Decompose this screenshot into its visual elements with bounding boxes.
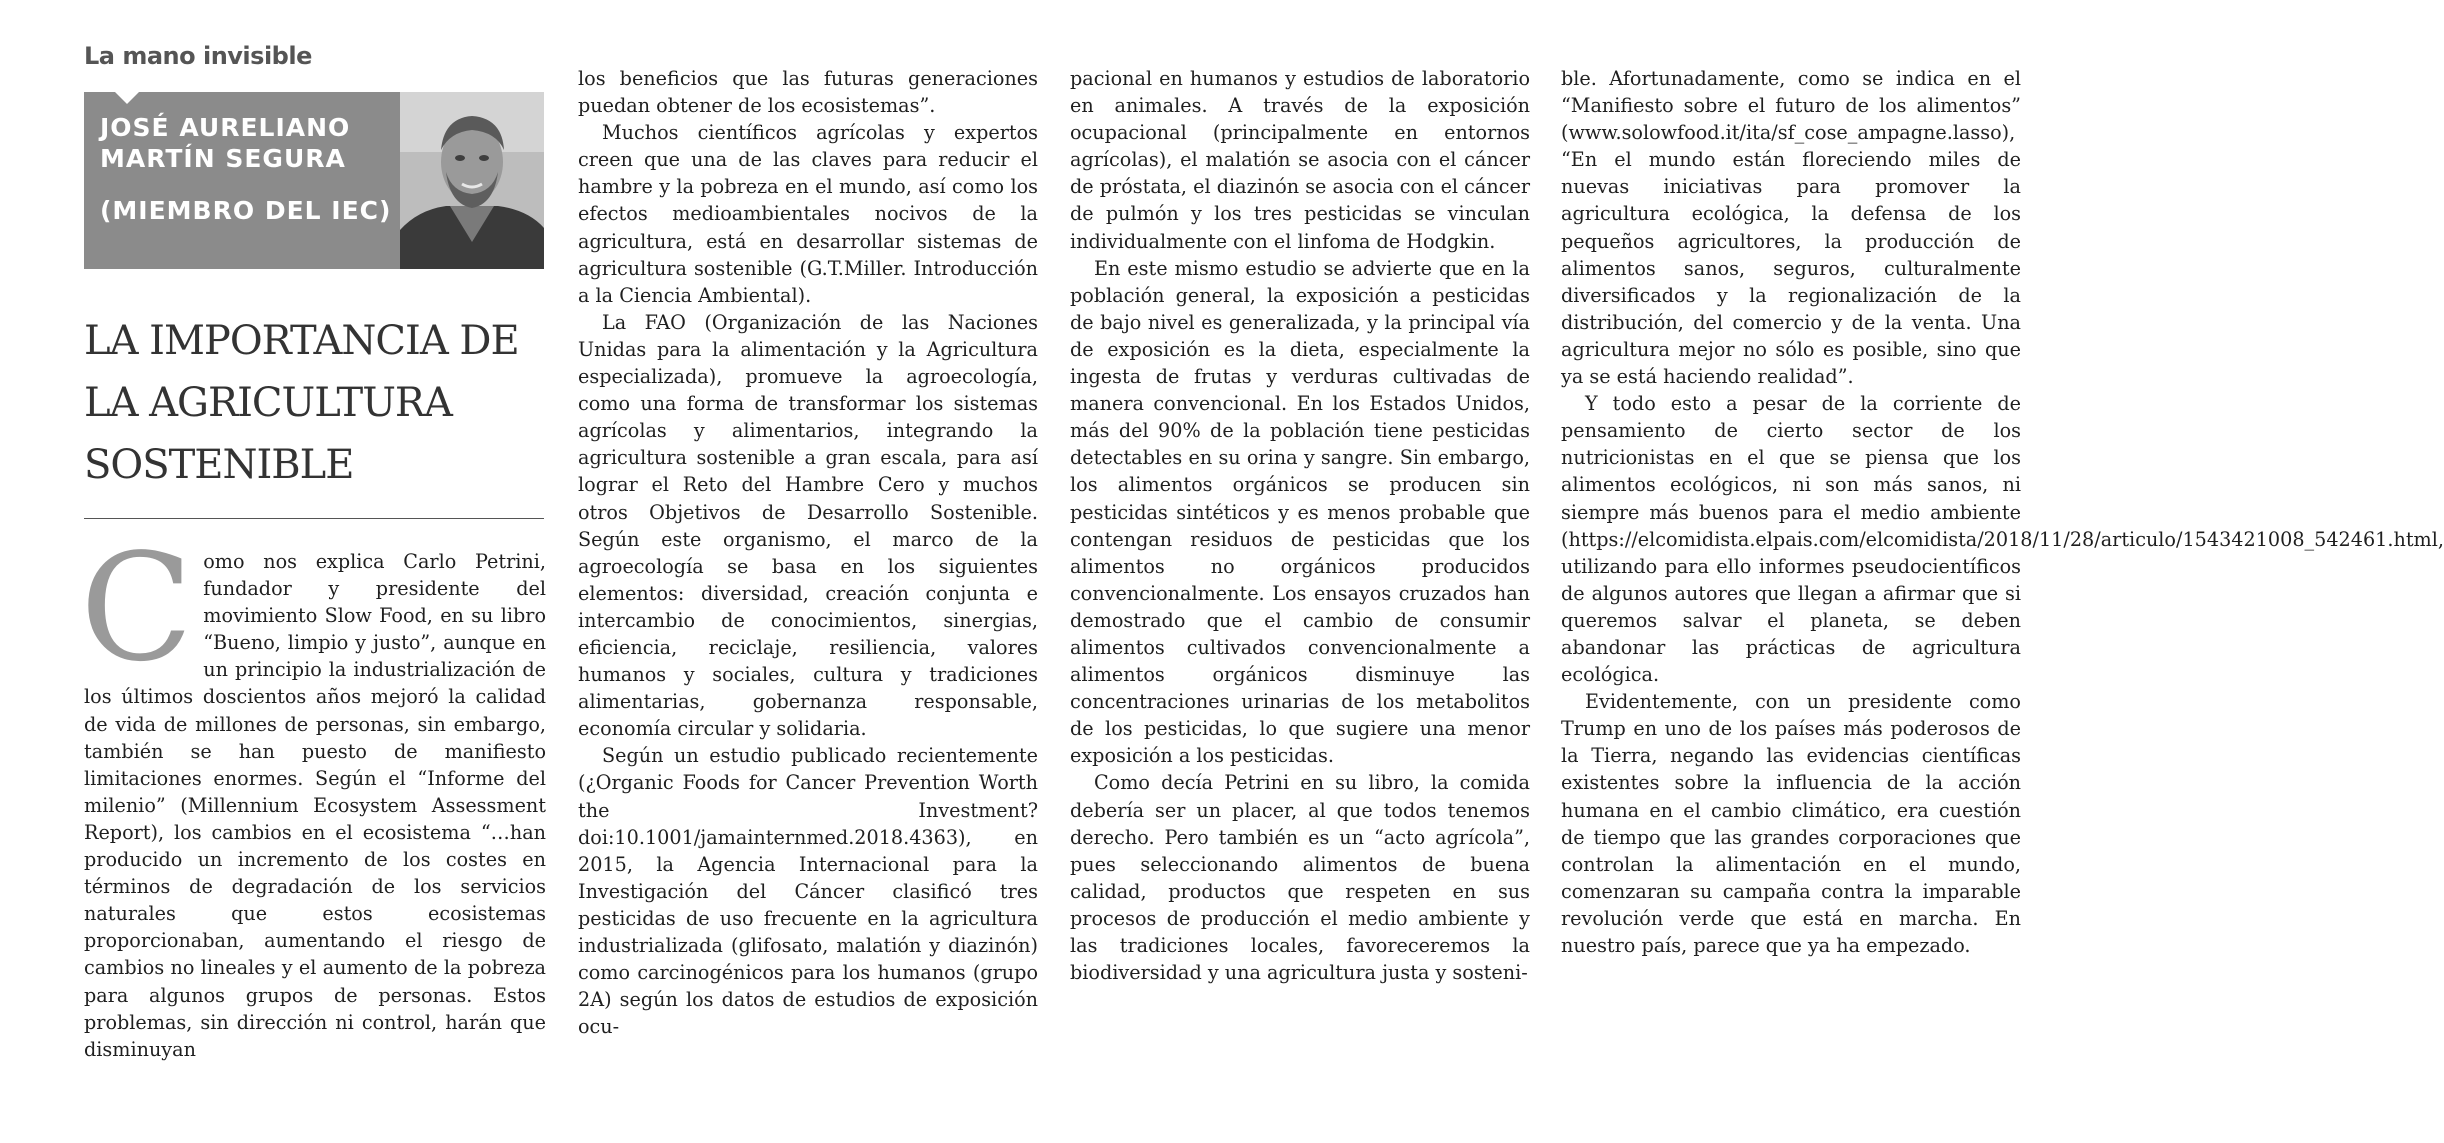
headline [84, 310, 554, 496]
article-paragraph: pacional en humanos y estudios de laboratorio en animales. A través de la exposición ocupacional (principalmente en entornos agrícolas), el malatión se asocia con el cáncer de próstata, el diazinón se asocia con el cáncer de pulmón y los tres pesticidas se vinculan individualmente con el linfoma de Hodgkin. [1070, 67, 1530, 253]
section-label: La mano invisible [84, 42, 312, 70]
author-portrait [400, 92, 544, 269]
article-paragraph-text: omo nos explica Carlo Petrini, fundador y presidente del movimiento Slow Food, en su libro “Bueno, limpio y justo”, aunque en un principio la industrialización de los últimos doscientos años mejoró la calidad de vida de millones de personas, sin embargo, también se han puesto de manifiesto limitaciones enormes. Según el “Informe del milenio” (Millennium Ecosystem Assessment Report), los cambios en el ecosistema “…han producido un incremento de los costes en términos de degradación de los servicios naturales que estos ecosistemas proporcionaban, aumentando el riesgo de cambios no lineales y el aumento de la pobreza para algunos grupos de personas. Estos problemas, sin dirección ni control, harán que disminuyan [84, 550, 546, 1061]
article-column-3 [1070, 65, 1530, 986]
headline-divider [84, 518, 544, 519]
article-column-4 [1561, 65, 2444, 959]
author-name: JOSÉ AURELIANO MARTÍN SEGURA [100, 113, 351, 173]
headline-line: LA AGRICULTURA [84, 380, 452, 426]
author-role: (MIEMBRO DEL IEC) [100, 196, 392, 225]
author-box [84, 92, 544, 269]
article-paragraph: Según un estudio publicado recientemente (¿Organic Foods for Cancer Prevention Worth the Investment? doi:10.1001/jamainternmed.2018.4363), en 2015, la Agencia Internacional para la Investigación del Cáncer clasificó tres pesticidas de uso frecuente en la agricultura industrializada (glifosato, malatión y diazinón) como carcinogénicos para los humanos (grupo 2A) según los datos de estudios de exposición ocu- [578, 744, 1038, 1039]
headline-line: LA IMPORTANCIA DE [84, 318, 519, 364]
article-column-2 [578, 65, 1038, 1040]
article-column-1 [80, 522, 546, 1063]
article-paragraph: La FAO (Organización de las Naciones Unidas para la alimentación y la Agricultura especializada), promueve la agroecología, como una forma de transformar los sistemas agrícolas y alimentarios, integrando la agricultura sostenible a gran escala, para así lograr el Reto del Hambre Cero y muchos otros Objetivos de Desarrollo Sostenible. Según este organismo, el marco de la agroecología se basa en los siguientes elementos: diversidad, creación conjunta e intercambio de conocimientos, sinergias, eficiencia, reciclaje, resiliencia, valores humanos y sociales, cultura y tradiciones alimentarias, gobernanza responsable, economía circular y solidaria. [578, 310, 1038, 741]
article-paragraph: Muchos científicos agrícolas y expertos creen que una de las claves para reducir el hambre y la pobreza en el mundo, así como los efectos medioambientales nocivos de la agricultura, está en desarrollar sistemas de agricultura sostenible (G.T.Miller. Introducción a la Ciencia Ambiental). [578, 121, 1038, 307]
article-paragraph: los beneficios que las futuras generaciones puedan obtener de los ecosistemas”. [578, 67, 1038, 118]
author-box-notch [114, 91, 140, 104]
article-paragraph: Evidentemente, con un presidente como Trump en uno de los países más poderosos de la Tierra, negando las evidencias científicas existentes sobre la influencia de la acción humana en el cambio climático, era cuestión de tiempo que las grandes corporaciones que controlan la alimentación en el mundo, comenzaran su campaña contra la imparable revolución verde que está en marcha. En nuestro país, parece que ya ha empezado. [1561, 690, 2021, 957]
article-paragraph: En este mismo estudio se advierte que en la población general, la exposición a pesticidas de bajo nivel es generalizada, y la principal vía de exposición es la dieta, especialmente la ingesta de frutas y verduras cultivadas de manera convencional. En los Estados Unidos, más del 90% de la población tiene pesticidas detectables en su orina y sangre. Sin embargo, los alimentos orgánicos se producen sin pesticidas sintéticos y es menos probable que contengan residuos de pesticidas que los alimentos no orgánicos producidos convencionalmente. Los ensayos cruzados han demostrado que el cambio de consumir alimentos cultivados convencionalmente a alimentos orgánicos disminuye las concentraciones urinarias de los metabolitos de los pesticidas, lo que sugiere una menor exposición a los pesticidas. [1070, 256, 1530, 768]
headline-line: SOSTENIBLE [84, 442, 354, 488]
drop-cap: C [80, 522, 194, 694]
article-paragraph: Y todo esto a pesar de la corriente de pensamiento de cierto sector de los nutricionistas en el que se piensa que los alimentos ecológicos, ni son más sanos, ni siempre más buenos para el medio ambiente (https://elcomidista.elpais.com/elcomidista/2018/11/28/articulo/1543421008_542461.html, utilizando para ello informes pseudocientíficos de algunos autores que llegan a afirmar que si queremos salvar el planeta, se deben abandonar las prácticas de agricultura ecológica. [1561, 392, 2444, 687]
article-paragraph [80, 522, 546, 1063]
article-paragraph: ble. Afortunadamente, como se indica en el “Manifiesto sobre el futuro de los alimentos” (www.solowfood.it/ita/sf_cose_ampagne.lasso), “En el mundo están floreciendo miles de nuevas iniciativas para promover la agricultura ecológica, la defensa de los pequeños agricultores, la producción de alimentos sanos, seguros, culturalmente diversificados y la regionalización de la distribución, del comercio y de la venta. Una agricultura mejor no sólo es posible, sino que ya se está haciendo realidad”. [1561, 67, 2021, 389]
article-paragraph: Como decía Petrini en su libro, la comida debería ser un placer, al que todos tenemos derecho. Pero también es un “acto agrícola”, pues seleccionando alimentos de buena calidad, productos que respeten en sus procesos de producción el medio ambiente y las tradiciones locales, favoreceremos la biodiversidad y una agricultura justa y sosteni- [1070, 771, 1530, 985]
